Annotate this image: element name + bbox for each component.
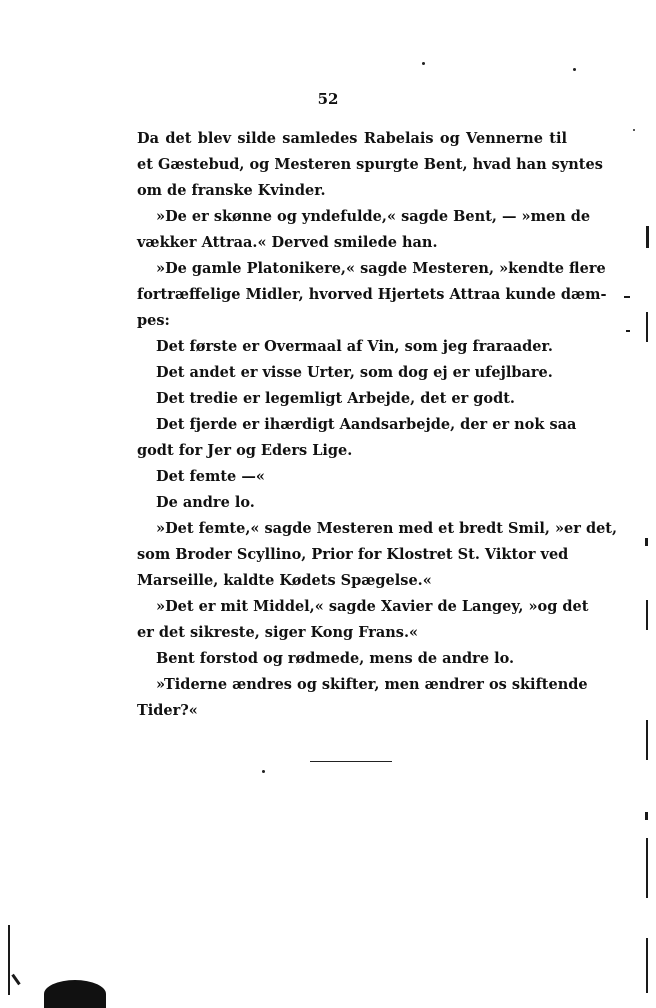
edge-mark bbox=[645, 538, 648, 546]
text-line: »De er skønne og yndefulde,« sagde Bent, — »men de bbox=[156, 208, 591, 225]
text-line: De andre lo. bbox=[156, 494, 255, 511]
edge-mark bbox=[646, 720, 648, 760]
text-line: Det fjerde er ihærdigt Aandsarbejde, der er nok saa bbox=[156, 416, 577, 433]
edge-mark bbox=[626, 330, 630, 332]
text-line: »Det femte,« sagde Mesteren med et bredt Smil, »er det, bbox=[156, 520, 618, 537]
edge-mark bbox=[646, 226, 649, 248]
text-line: Bent forstod og rødmede, mens de andre lo. bbox=[156, 650, 515, 667]
text-line: Marseille, kaldte Kødets Spægelse.« bbox=[137, 572, 432, 589]
scan-blot bbox=[44, 980, 106, 1008]
text-line: Det første er Overmaal af Vin, som jeg fraraader. bbox=[156, 338, 553, 355]
text-line: Det tredie er legemligt Arbejde, det er godt. bbox=[156, 390, 515, 407]
text-line: et Gæstebud, og Mesteren spurgte Bent, hvad han syntes bbox=[137, 156, 603, 173]
body-text bbox=[137, 126, 618, 724]
text-line: Det femte —« bbox=[156, 468, 265, 485]
text-line: pes: bbox=[137, 312, 170, 329]
scan-speck bbox=[262, 770, 265, 773]
edge-mark bbox=[646, 312, 648, 342]
scan-speck bbox=[633, 129, 635, 131]
text-line: vækker Attraa.« Derved smilede han. bbox=[137, 234, 438, 251]
section-divider bbox=[310, 761, 392, 762]
scan-speck bbox=[573, 68, 576, 71]
text-line: »Tiderne ændres og skifter, men ændrer os skiftende bbox=[156, 676, 588, 693]
text-line: Tider?« bbox=[137, 702, 198, 719]
text-line: er det sikreste, siger Kong Frans.« bbox=[137, 624, 419, 641]
text-line: »De gamle Platonikere,« sagde Mesteren, »kendte flere bbox=[156, 260, 606, 277]
text-line: »Det er mit Middel,« sagde Xavier de Langey, »og det bbox=[156, 598, 589, 615]
edge-mark bbox=[646, 600, 648, 630]
edge-mark bbox=[624, 296, 630, 298]
scan-speck bbox=[422, 62, 425, 65]
edge-mark bbox=[646, 938, 648, 993]
text-line: Det andet er visse Urter, som dog ej er ufejlbare. bbox=[156, 364, 553, 381]
text-line: som Broder Scyllino, Prior for Klostret St. Viktor ved bbox=[137, 546, 569, 563]
edge-mark bbox=[8, 925, 10, 995]
text-line: godt for Jer og Eders Lige. bbox=[137, 442, 353, 459]
edge-mark bbox=[645, 812, 648, 820]
text-line: fortræffelige Midler, hvorved Hjertets Attraa kunde dæm- bbox=[137, 286, 607, 303]
page-number: 52 bbox=[317, 90, 339, 108]
edge-mark bbox=[646, 838, 648, 898]
edge-mark bbox=[11, 974, 20, 986]
text-line: Da det blev silde samledes Rabelais og Vennerne til bbox=[137, 130, 567, 147]
text-line: om de franske Kvinder. bbox=[137, 182, 326, 199]
